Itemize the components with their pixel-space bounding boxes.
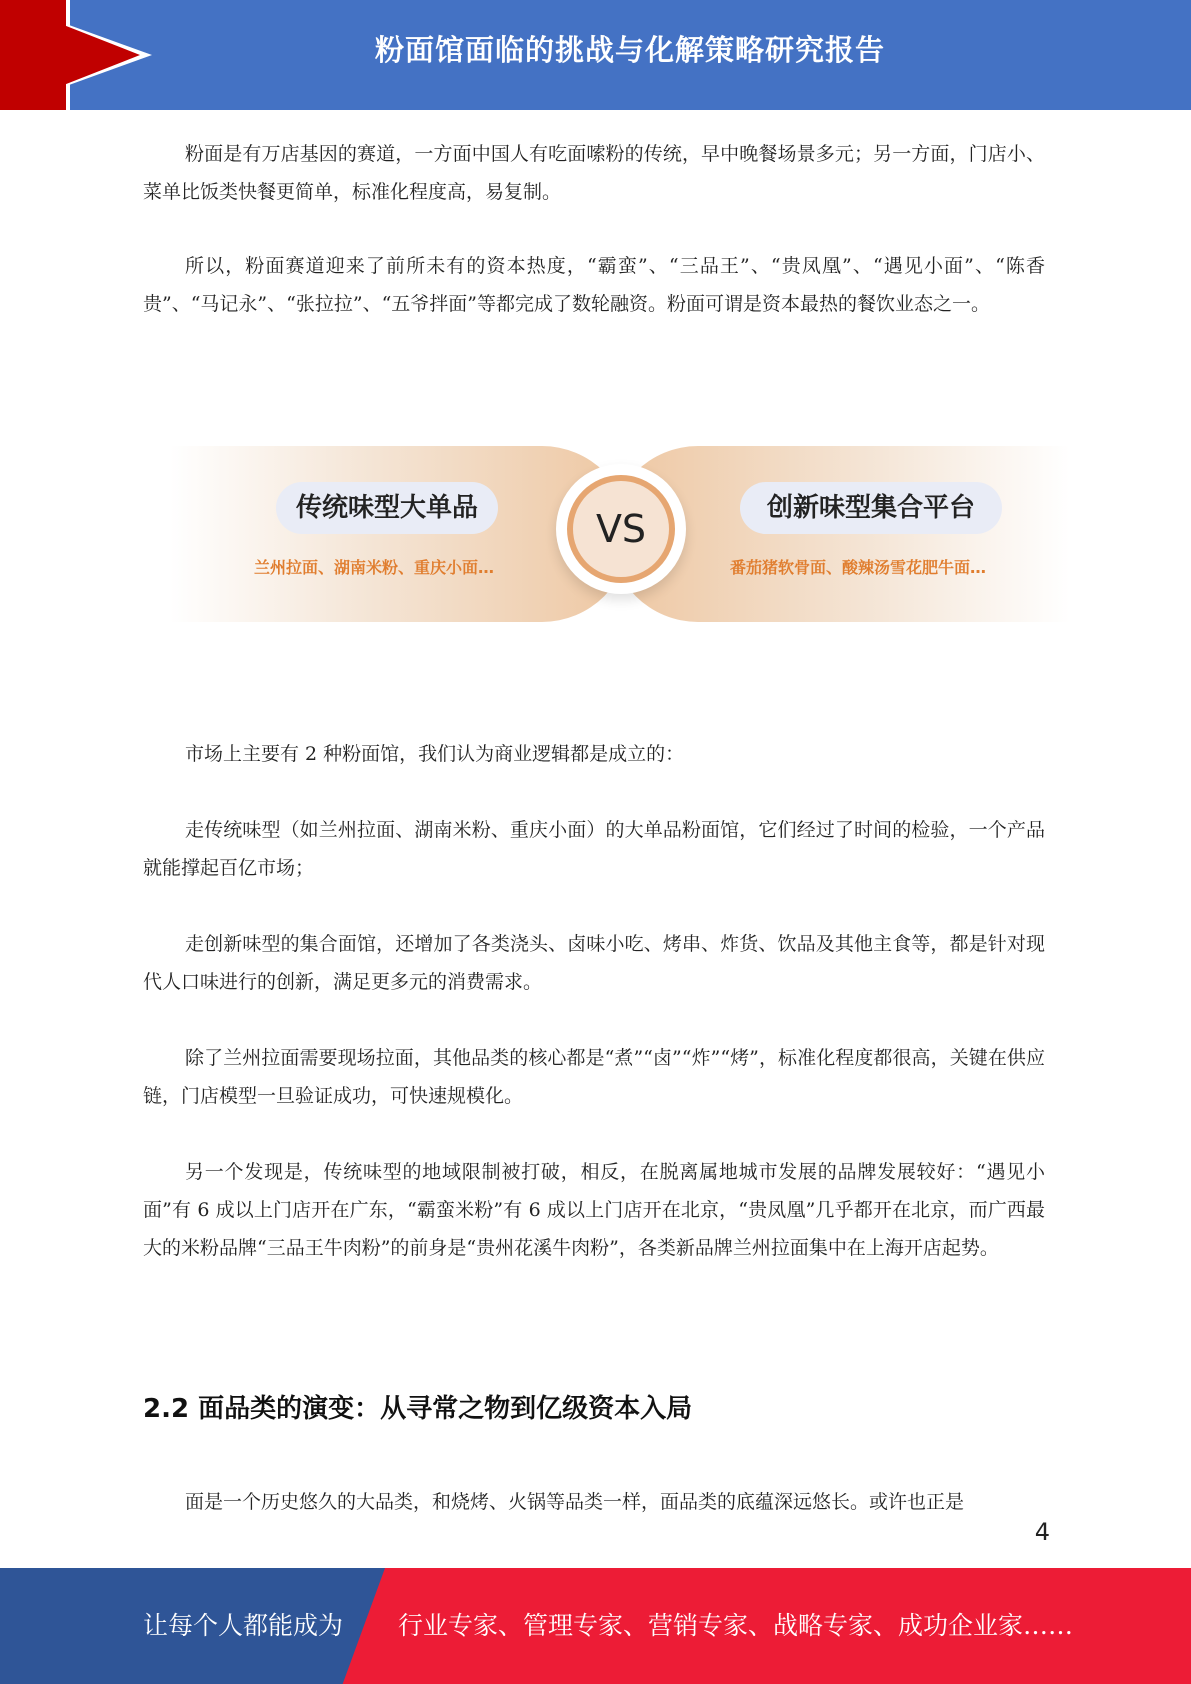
traditional-examples: 兰州拉面、湖南米粉、重庆小面… bbox=[254, 558, 495, 577]
page-number: 4 bbox=[1034, 1518, 1050, 1546]
page-header bbox=[0, 0, 1191, 110]
paragraph-5: 走创新味型的集合面馆，还增加了各类浇头、卤味小吃、烤串、炸货、饮品及其他主食等，都是针对现代人口味进行的创新，满足更多元的消费需求。 bbox=[143, 933, 1045, 993]
vs-label: VS bbox=[595, 507, 647, 551]
paragraph-2: 所以，粉面赛道迎来了前所未有的资本热度，“霸蛮”、“三品王”、“贵凤凰”、“遇见小面”、“陈香贵”、“马记永”、“张拉拉”、“五爷拌面”等都完成了数轮融资。粉面可谓是资本最热的餐饮业态之一。 bbox=[143, 255, 1045, 315]
vs-badge bbox=[556, 464, 686, 594]
innovative-examples: 番茄猪软骨面、酸辣汤雪花肥牛面… bbox=[730, 558, 987, 577]
report-title: 粉面馆面临的挑战与化解策略研究报告 bbox=[374, 33, 885, 67]
page-footer bbox=[0, 1568, 1191, 1684]
footer-slogan-left: 让每个人都能成为 bbox=[143, 1611, 344, 1640]
section-heading: 2.2 面品类的演变：从寻常之物到亿级资本入局 bbox=[143, 1394, 693, 1424]
paragraph-6: 除了兰州拉面需要现场拉面，其他品类的核心都是“煮”“卤”“炸”“烤”，标准化程度都很高，关键在供应链，门店模型一旦验证成功，可快速规模化。 bbox=[143, 1047, 1045, 1107]
vs-comparison-graphic bbox=[170, 440, 1070, 630]
paragraph-7: 另一个发现是，传统味型的地域限制被打破，相反，在脱离属地城市发展的品牌发展较好：“遇见小面”有 6 成以上门店开在广东，“霸蛮米粉”有 6 成以上门店开在北京，“贵凤凰”几乎都开在北京，而广西最大的米粉品牌“三品王牛肉粉”的前身是“贵州花溪牛肉粉”，各类新品牌兰州拉面集中在上海开店起势。 bbox=[143, 1161, 1045, 1259]
header-arrow-red-icon bbox=[0, 0, 140, 110]
traditional-title-pill: 传统味型大单品 bbox=[276, 482, 498, 534]
paragraph-3: 市场上主要有 2 种粉面馆，我们认为商业逻辑都是成立的： bbox=[185, 743, 685, 765]
paragraph-1: 粉面是有万店基因的赛道，一方面中国人有吃面嗦粉的传统，早中晚餐场景多元；另一方面，门店小、菜单比饭类快餐更简单，标准化程度高，易复制。 bbox=[143, 143, 1045, 203]
footer-slogan-right: 行业专家、管理专家、营销专家、战略专家、成功企业家…… bbox=[398, 1611, 1074, 1640]
paragraph-4: 走传统味型（如兰州拉面、湖南米粉、重庆小面）的大单品粉面馆，它们经过了时间的检验，一个产品就能撑起百亿市场； bbox=[143, 819, 1045, 879]
innovative-title-pill: 创新味型集合平台 bbox=[740, 482, 1002, 534]
paragraph-8: 面是一个历史悠久的大品类，和烧烤、火锅等品类一样，面品类的底蕴深远悠长。或许也正是 bbox=[185, 1491, 965, 1513]
